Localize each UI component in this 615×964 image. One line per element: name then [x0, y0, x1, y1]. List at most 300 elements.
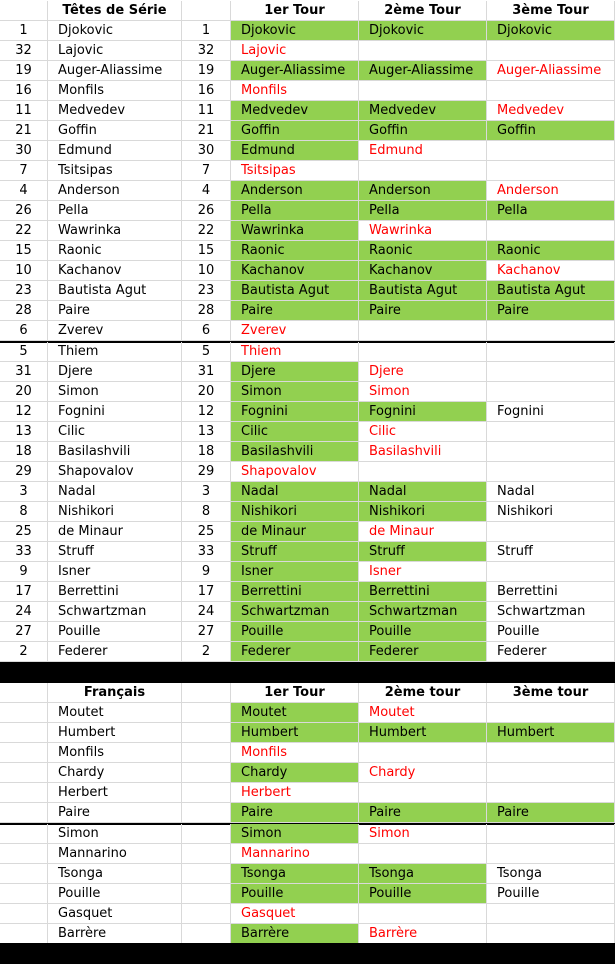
table-row — [0, 783, 615, 803]
rank-cell[interactable] — [0, 844, 48, 864]
table-row — [0, 482, 615, 502]
round3-cell[interactable] — [487, 562, 615, 582]
name-cell[interactable]: Pouille — [48, 622, 182, 642]
round1-cell[interactable]: Djokovic — [231, 21, 359, 41]
round1-cell[interactable]: Pouille — [231, 622, 359, 642]
round2-cell[interactable]: Barrère — [359, 924, 487, 944]
round2-cell[interactable]: Paire — [359, 301, 487, 321]
round1-cell[interactable]: Tsitsipas — [231, 161, 359, 181]
rank-cell[interactable]: 8 — [0, 502, 48, 522]
table-row — [0, 763, 615, 783]
rank-cell[interactable]: 9 — [0, 562, 48, 582]
seeds-header-round3[interactable]: 3ème Tour — [487, 1, 615, 21]
round2-cell[interactable]: Auger-Aliassime — [359, 61, 487, 81]
round2-cell[interactable] — [359, 321, 487, 341]
round2-cell[interactable]: Cilic — [359, 422, 487, 442]
name-cell[interactable]: Monfils — [48, 81, 182, 101]
round3-cell[interactable] — [487, 844, 615, 864]
seed-cell[interactable]: 11 — [182, 101, 231, 121]
name-cell[interactable]: Schwartzman — [48, 602, 182, 622]
round3-cell[interactable]: Pouille — [487, 884, 615, 904]
rank-cell[interactable]: 6 — [0, 321, 48, 341]
table-row — [0, 864, 615, 884]
table-row — [0, 844, 615, 864]
round1-cell[interactable]: Thiem — [231, 342, 359, 362]
round3-cell[interactable] — [487, 81, 615, 101]
seed-cell[interactable]: 33 — [182, 542, 231, 562]
table-row — [0, 141, 615, 161]
round1-cell[interactable]: Paire — [231, 301, 359, 321]
round2-cell[interactable]: Nishikori — [359, 502, 487, 522]
seeds-header-round2[interactable]: 2ème Tour — [359, 1, 487, 21]
name-cell[interactable]: Tsitsipas — [48, 161, 182, 181]
seed-cell[interactable] — [182, 783, 231, 803]
table-row — [0, 382, 615, 402]
round1-cell[interactable]: Monfils — [231, 81, 359, 101]
seed-cell[interactable]: 4 — [182, 181, 231, 201]
seed-cell[interactable]: 31 — [182, 362, 231, 382]
name-cell[interactable]: Pella — [48, 201, 182, 221]
name-cell[interactable]: Berrettini — [48, 582, 182, 602]
seed-cell[interactable] — [182, 824, 231, 844]
francais-header-rank[interactable] — [0, 683, 48, 703]
seed-cell[interactable]: 7 — [182, 161, 231, 181]
seed-cell[interactable]: 2 — [182, 642, 231, 662]
name-cell[interactable]: de Minaur — [48, 522, 182, 542]
round1-cell[interactable]: Monfils — [231, 743, 359, 763]
name-cell[interactable]: Chardy — [48, 763, 182, 783]
round2-cell[interactable] — [359, 41, 487, 61]
round1-cell[interactable]: Anderson — [231, 181, 359, 201]
round2-cell[interactable]: Raonic — [359, 241, 487, 261]
round2-cell[interactable] — [359, 81, 487, 101]
round3-cell[interactable]: Kachanov — [487, 261, 615, 281]
round3-cell[interactable]: Paire — [487, 803, 615, 823]
name-cell[interactable]: Humbert — [48, 723, 182, 743]
rank-cell[interactable]: 31 — [0, 362, 48, 382]
round1-cell[interactable]: Isner — [231, 562, 359, 582]
round1-cell[interactable]: Kachanov — [231, 261, 359, 281]
round1-cell[interactable]: de Minaur — [231, 522, 359, 542]
round1-cell[interactable]: Humbert — [231, 723, 359, 743]
round1-cell[interactable]: Edmund — [231, 141, 359, 161]
round2-cell[interactable]: Bautista Agut — [359, 281, 487, 301]
seed-cell[interactable]: 21 — [182, 121, 231, 141]
seed-cell[interactable]: 19 — [182, 61, 231, 81]
round2-cell[interactable]: Berrettini — [359, 582, 487, 602]
rank-cell[interactable] — [0, 703, 48, 723]
rank-cell[interactable] — [0, 743, 48, 763]
rank-cell[interactable]: 20 — [0, 382, 48, 402]
seed-cell[interactable]: 17 — [182, 582, 231, 602]
francais-header-seed[interactable] — [182, 683, 231, 703]
name-cell[interactable]: Herbert — [48, 783, 182, 803]
round1-cell[interactable]: Gasquet — [231, 904, 359, 924]
rank-cell[interactable]: 33 — [0, 542, 48, 562]
rank-cell[interactable]: 2 — [0, 642, 48, 662]
rank-cell[interactable]: 21 — [0, 121, 48, 141]
seed-cell[interactable]: 10 — [182, 261, 231, 281]
name-cell[interactable]: Raonic — [48, 241, 182, 261]
round2-cell[interactable]: Federer — [359, 642, 487, 662]
round2-cell[interactable] — [359, 904, 487, 924]
table-row — [0, 121, 615, 141]
round3-cell[interactable]: Berrettini — [487, 582, 615, 602]
round1-cell[interactable]: Simon — [231, 382, 359, 402]
round3-cell[interactable] — [487, 824, 615, 844]
round1-cell[interactable]: Shapovalov — [231, 462, 359, 482]
round2-cell[interactable]: Paire — [359, 803, 487, 823]
name-cell[interactable]: Thiem — [48, 342, 182, 362]
round3-cell[interactable]: Fognini — [487, 402, 615, 422]
name-cell[interactable]: Federer — [48, 642, 182, 662]
round2-cell[interactable]: Wawrinka — [359, 221, 487, 241]
name-cell[interactable]: Mannarino — [48, 844, 182, 864]
name-cell[interactable]: Paire — [48, 803, 182, 823]
round1-cell[interactable]: Struff — [231, 542, 359, 562]
table-row — [0, 422, 615, 442]
round3-cell[interactable]: Schwartzman — [487, 602, 615, 622]
name-cell[interactable]: Bautista Agut — [48, 281, 182, 301]
rank-cell[interactable] — [0, 824, 48, 844]
name-cell[interactable]: Djere — [48, 362, 182, 382]
name-cell[interactable]: Fognini — [48, 402, 182, 422]
rank-cell[interactable]: 5 — [0, 342, 48, 362]
table-row — [0, 803, 615, 823]
round2-cell[interactable]: de Minaur — [359, 522, 487, 542]
round2-cell[interactable]: Humbert — [359, 723, 487, 743]
rank-cell[interactable]: 12 — [0, 402, 48, 422]
round1-cell[interactable]: Mannarino — [231, 844, 359, 864]
round2-cell[interactable]: Basilashvili — [359, 442, 487, 462]
name-cell[interactable]: Wawrinka — [48, 221, 182, 241]
round2-cell[interactable]: Fognini — [359, 402, 487, 422]
round3-cell[interactable]: Federer — [487, 642, 615, 662]
francais-header-round3[interactable]: 3ème tour — [487, 683, 615, 703]
round3-cell[interactable] — [487, 342, 615, 362]
rank-cell[interactable]: 16 — [0, 81, 48, 101]
seed-cell[interactable]: 9 — [182, 562, 231, 582]
round2-cell[interactable]: Kachanov — [359, 261, 487, 281]
seed-cell[interactable]: 22 — [182, 221, 231, 241]
round3-cell[interactable]: Nadal — [487, 482, 615, 502]
round2-cell[interactable]: Schwartzman — [359, 602, 487, 622]
name-cell[interactable]: Monfils — [48, 743, 182, 763]
seed-cell[interactable] — [182, 723, 231, 743]
name-cell[interactable]: Moutet — [48, 703, 182, 723]
round3-cell[interactable] — [487, 362, 615, 382]
name-cell[interactable]: Pouille — [48, 884, 182, 904]
round2-cell[interactable]: Tsonga — [359, 864, 487, 884]
rank-cell[interactable]: 25 — [0, 522, 48, 542]
round3-cell[interactable] — [487, 321, 615, 341]
seed-cell[interactable]: 25 — [182, 522, 231, 542]
round2-cell[interactable]: Djere — [359, 362, 487, 382]
seed-cell[interactable]: 30 — [182, 141, 231, 161]
rank-cell[interactable]: 23 — [0, 281, 48, 301]
round2-cell[interactable]: Edmund — [359, 141, 487, 161]
name-cell[interactable]: Djokovic — [48, 21, 182, 41]
round1-cell[interactable]: Cilic — [231, 422, 359, 442]
rank-cell[interactable]: 19 — [0, 61, 48, 81]
rank-cell[interactable] — [0, 803, 48, 823]
round3-cell[interactable]: Humbert — [487, 723, 615, 743]
table-row — [0, 402, 615, 422]
round1-cell[interactable]: Herbert — [231, 783, 359, 803]
round1-cell[interactable]: Zverev — [231, 321, 359, 341]
round1-cell[interactable]: Berrettini — [231, 582, 359, 602]
name-cell[interactable]: Auger-Aliassime — [48, 61, 182, 81]
round1-cell[interactable]: Raonic — [231, 241, 359, 261]
round1-cell[interactable]: Basilashvili — [231, 442, 359, 462]
table-row — [0, 462, 615, 482]
round3-cell[interactable] — [487, 442, 615, 462]
round3-cell[interactable] — [487, 462, 615, 482]
name-cell[interactable]: Simon — [48, 382, 182, 402]
round1-cell[interactable]: Nadal — [231, 482, 359, 502]
table-row — [0, 41, 615, 61]
round3-cell[interactable] — [487, 743, 615, 763]
round1-cell[interactable]: Medvedev — [231, 101, 359, 121]
francais-header-round1[interactable]: 1er Tour — [231, 683, 359, 703]
round2-cell[interactable]: Simon — [359, 824, 487, 844]
round3-cell[interactable]: Bautista Agut — [487, 281, 615, 301]
round2-cell[interactable]: Simon — [359, 382, 487, 402]
round3-cell[interactable] — [487, 924, 615, 944]
rank-cell[interactable] — [0, 783, 48, 803]
rank-cell[interactable] — [0, 763, 48, 783]
name-cell[interactable]: Paire — [48, 301, 182, 321]
rank-cell[interactable]: 11 — [0, 101, 48, 121]
round1-cell[interactable]: Federer — [231, 642, 359, 662]
seeds-header-name[interactable]: Têtes de Série — [48, 1, 182, 21]
round3-cell[interactable] — [487, 141, 615, 161]
round2-cell[interactable]: Struff — [359, 542, 487, 562]
rank-cell[interactable]: 7 — [0, 161, 48, 181]
name-cell[interactable]: Goffin — [48, 121, 182, 141]
round3-cell[interactable] — [487, 41, 615, 61]
table-row — [0, 582, 615, 602]
round1-cell[interactable]: Paire — [231, 803, 359, 823]
rank-cell[interactable]: 3 — [0, 482, 48, 502]
round1-cell[interactable]: Simon — [231, 824, 359, 844]
round3-cell[interactable]: Tsonga — [487, 864, 615, 884]
rank-cell[interactable]: 15 — [0, 241, 48, 261]
round2-cell[interactable]: Djokovic — [359, 21, 487, 41]
round3-cell[interactable]: Anderson — [487, 181, 615, 201]
round2-cell[interactable]: Nadal — [359, 482, 487, 502]
name-cell[interactable]: Edmund — [48, 141, 182, 161]
rank-cell[interactable]: 24 — [0, 602, 48, 622]
round1-cell[interactable]: Pouille — [231, 884, 359, 904]
seed-cell[interactable]: 26 — [182, 201, 231, 221]
table-row — [0, 904, 615, 924]
name-cell[interactable]: Cilic — [48, 422, 182, 442]
seed-cell[interactable] — [182, 884, 231, 904]
round1-cell[interactable]: Djere — [231, 362, 359, 382]
round2-cell[interactable]: Goffin — [359, 121, 487, 141]
rank-cell[interactable]: 27 — [0, 622, 48, 642]
name-cell[interactable]: Kachanov — [48, 261, 182, 281]
seed-cell[interactable]: 27 — [182, 622, 231, 642]
seed-cell[interactable] — [182, 864, 231, 884]
round3-cell[interactable]: Djokovic — [487, 21, 615, 41]
seed-cell[interactable]: 12 — [182, 402, 231, 422]
name-cell[interactable]: Zverev — [48, 321, 182, 341]
name-cell[interactable]: Medvedev — [48, 101, 182, 121]
name-cell[interactable]: Simon — [48, 824, 182, 844]
name-cell[interactable]: Shapovalov — [48, 462, 182, 482]
bottom-band — [0, 943, 615, 964]
round2-cell[interactable]: Pella — [359, 201, 487, 221]
seed-cell[interactable]: 24 — [182, 602, 231, 622]
round2-cell[interactable] — [359, 342, 487, 362]
seeds-header-seed[interactable] — [182, 1, 231, 21]
round2-cell[interactable] — [359, 844, 487, 864]
round1-cell[interactable]: Chardy — [231, 763, 359, 783]
round1-cell[interactable]: Bautista Agut — [231, 281, 359, 301]
rank-cell[interactable]: 17 — [0, 582, 48, 602]
round3-cell[interactable] — [487, 783, 615, 803]
name-cell[interactable]: Isner — [48, 562, 182, 582]
round2-cell[interactable]: Pouille — [359, 622, 487, 642]
table-row — [0, 703, 615, 723]
rank-cell[interactable]: 29 — [0, 462, 48, 482]
seed-cell[interactable] — [182, 763, 231, 783]
seed-cell[interactable]: 8 — [182, 502, 231, 522]
round1-cell[interactable]: Goffin — [231, 121, 359, 141]
seeds-header-round1[interactable]: 1er Tour — [231, 1, 359, 21]
table-row — [0, 201, 615, 221]
round1-cell[interactable]: Nishikori — [231, 502, 359, 522]
round1-cell[interactable]: Schwartzman — [231, 602, 359, 622]
round3-cell[interactable] — [487, 522, 615, 542]
rank-cell[interactable]: 28 — [0, 301, 48, 321]
rank-cell[interactable]: 22 — [0, 221, 48, 241]
round2-cell[interactable] — [359, 462, 487, 482]
table-row — [0, 61, 615, 81]
name-cell[interactable]: Basilashvili — [48, 442, 182, 462]
seed-cell[interactable] — [182, 904, 231, 924]
rank-cell[interactable] — [0, 904, 48, 924]
seed-cell[interactable]: 23 — [182, 281, 231, 301]
round3-cell[interactable]: Pouille — [487, 622, 615, 642]
seed-cell[interactable]: 28 — [182, 301, 231, 321]
round1-cell[interactable]: Auger-Aliassime — [231, 61, 359, 81]
round2-cell[interactable] — [359, 743, 487, 763]
round3-cell[interactable]: Nishikori — [487, 502, 615, 522]
rank-cell[interactable]: 1 — [0, 21, 48, 41]
round1-cell[interactable]: Pella — [231, 201, 359, 221]
seed-cell[interactable]: 13 — [182, 422, 231, 442]
round3-cell[interactable]: Medvedev — [487, 101, 615, 121]
seed-cell[interactable] — [182, 803, 231, 823]
rank-cell[interactable]: 18 — [0, 442, 48, 462]
seeds-header-rank[interactable] — [0, 1, 48, 21]
rank-cell[interactable]: 13 — [0, 422, 48, 442]
round2-cell[interactable]: Anderson — [359, 181, 487, 201]
table-row — [0, 362, 615, 382]
name-cell[interactable]: Struff — [48, 542, 182, 562]
rank-cell[interactable]: 26 — [0, 201, 48, 221]
table-row — [0, 542, 615, 562]
round3-cell[interactable]: Goffin — [487, 121, 615, 141]
round3-cell[interactable] — [487, 161, 615, 181]
seed-cell[interactable]: 6 — [182, 321, 231, 341]
round2-cell[interactable] — [359, 161, 487, 181]
seed-cell[interactable]: 18 — [182, 442, 231, 462]
round2-cell[interactable]: Isner — [359, 562, 487, 582]
round1-cell[interactable]: Lajovic — [231, 41, 359, 61]
rank-cell[interactable]: 4 — [0, 181, 48, 201]
rank-cell[interactable]: 10 — [0, 261, 48, 281]
seed-cell[interactable]: 15 — [182, 241, 231, 261]
table-row — [0, 281, 615, 301]
round1-cell[interactable]: Wawrinka — [231, 221, 359, 241]
name-cell[interactable]: Anderson — [48, 181, 182, 201]
rank-cell[interactable]: 30 — [0, 141, 48, 161]
round3-cell[interactable]: Struff — [487, 542, 615, 562]
rank-cell[interactable] — [0, 723, 48, 743]
francais-header-name[interactable]: Français — [48, 683, 182, 703]
round2-cell[interactable] — [359, 783, 487, 803]
seed-cell[interactable] — [182, 924, 231, 944]
round1-cell[interactable]: Tsonga — [231, 864, 359, 884]
seed-cell[interactable]: 3 — [182, 482, 231, 502]
table-row — [0, 261, 615, 281]
seed-cell[interactable]: 1 — [182, 21, 231, 41]
name-cell[interactable]: Nishikori — [48, 502, 182, 522]
name-cell[interactable]: Nadal — [48, 482, 182, 502]
name-cell[interactable]: Gasquet — [48, 904, 182, 924]
name-cell[interactable]: Lajovic — [48, 41, 182, 61]
seed-cell[interactable]: 20 — [182, 382, 231, 402]
round3-cell[interactable] — [487, 904, 615, 924]
name-cell[interactable]: Tsonga — [48, 864, 182, 884]
round2-cell[interactable]: Moutet — [359, 703, 487, 723]
round3-cell[interactable]: Paire — [487, 301, 615, 321]
round3-cell[interactable] — [487, 763, 615, 783]
round3-cell[interactable]: Auger-Aliassime — [487, 61, 615, 81]
rank-cell[interactable]: 32 — [0, 41, 48, 61]
rank-cell[interactable] — [0, 864, 48, 884]
round1-cell[interactable]: Moutet — [231, 703, 359, 723]
seed-cell[interactable]: 16 — [182, 81, 231, 101]
francais-header-round2[interactable]: 2ème tour — [359, 683, 487, 703]
name-cell[interactable]: Barrère — [48, 924, 182, 944]
round3-cell[interactable]: Raonic — [487, 241, 615, 261]
seeds-header-row — [0, 1, 615, 21]
rank-cell[interactable] — [0, 924, 48, 944]
round1-cell[interactable]: Fognini — [231, 402, 359, 422]
round2-cell[interactable]: Chardy — [359, 763, 487, 783]
seed-cell[interactable]: 5 — [182, 342, 231, 362]
seed-cell[interactable]: 32 — [182, 41, 231, 61]
seed-cell[interactable]: 29 — [182, 462, 231, 482]
seed-cell[interactable] — [182, 703, 231, 723]
seed-cell[interactable] — [182, 743, 231, 763]
round3-cell[interactable] — [487, 221, 615, 241]
round2-cell[interactable]: Pouille — [359, 884, 487, 904]
rank-cell[interactable] — [0, 884, 48, 904]
round2-cell[interactable]: Medvedev — [359, 101, 487, 121]
round1-cell[interactable]: Barrère — [231, 924, 359, 944]
round3-cell[interactable]: Pella — [487, 201, 615, 221]
seed-cell[interactable] — [182, 844, 231, 864]
round3-cell[interactable] — [487, 382, 615, 402]
round3-cell[interactable] — [487, 422, 615, 442]
round3-cell[interactable] — [487, 703, 615, 723]
